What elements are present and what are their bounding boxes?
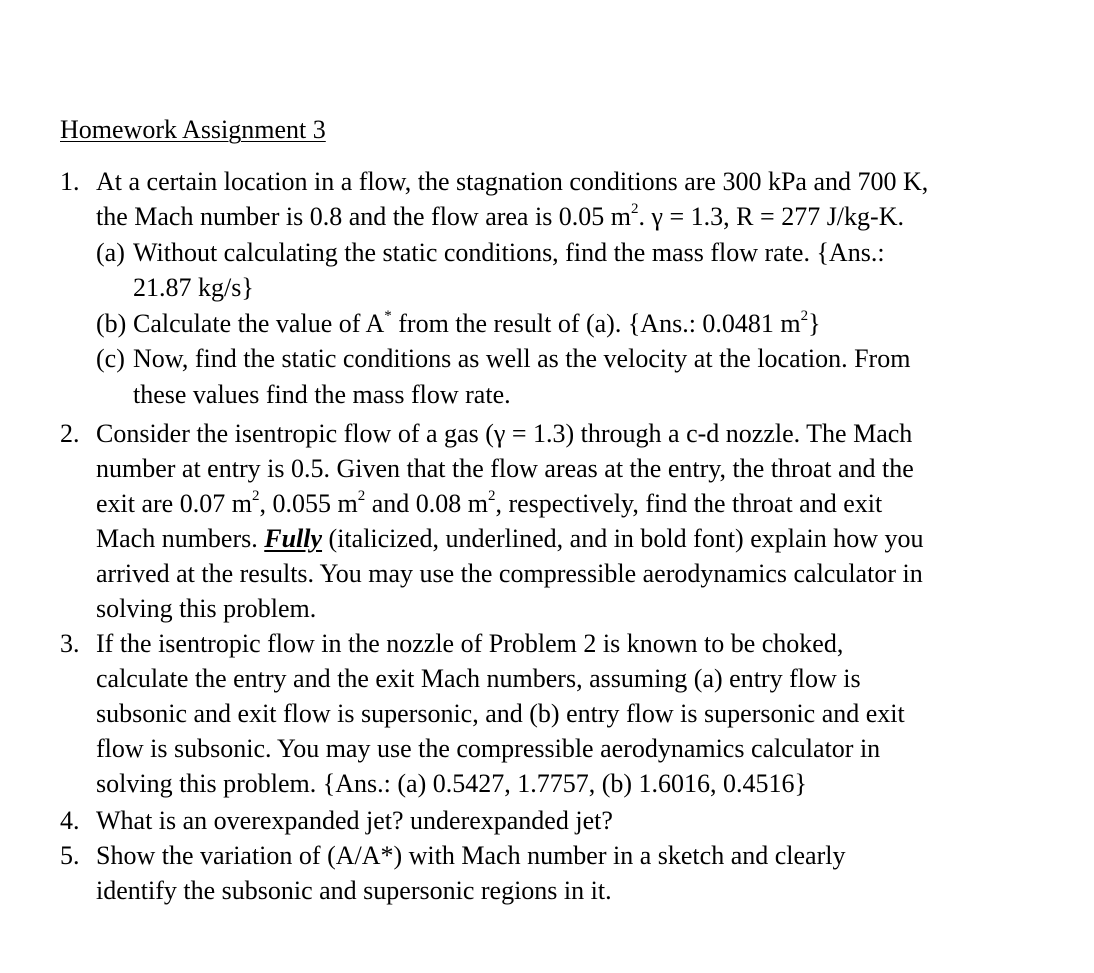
- part-text-line: Without calculating the static conditions, find the mass flow rate. {Ans.:: [133, 238, 885, 267]
- problem-text-line: What is an overexpanded jet? underexpanded jet?: [96, 806, 613, 835]
- problem-number: 5.: [60, 841, 80, 870]
- problem-number: 2.: [60, 419, 80, 448]
- problem-text-line: calculate the entry and the exit Mach numbers, assuming (a) entry flow is: [96, 664, 861, 693]
- part-label: (a): [96, 238, 125, 267]
- problem-text-line: the Mach number is 0.8 and the flow area is 0.05 $m^2$. γ = 1.3, R = 277 J/kg-K.: [96, 201, 904, 231]
- emphasis-fully: Fully: [264, 524, 323, 553]
- problem-text-line: If the isentropic flow in the nozzle of Problem 2 is known to be choked,: [96, 629, 844, 658]
- problem-number: 4.: [60, 806, 80, 835]
- problem-number: 1.: [60, 167, 80, 196]
- part-label: (b): [96, 309, 127, 338]
- part-text-line: Now, find the static conditions as well as the velocity at the location. From: [133, 344, 911, 373]
- problem-text-line: subsonic and exit flow is supersonic, and (b) entry flow is supersonic and exit: [96, 699, 905, 728]
- superscript: 2: [800, 308, 809, 325]
- problem-number: 3.: [60, 629, 80, 658]
- superscript: 2: [631, 201, 639, 218]
- superscript: 2: [251, 488, 260, 505]
- superscript: 2: [357, 488, 366, 505]
- problem-text-line: arrived at the results. You may use the compressible aerodynamics calculator in: [96, 559, 923, 588]
- part-label: (c): [96, 344, 125, 373]
- part-text-line: Calculate the value of A* from the result of (a). {Ans.: 0.0481 $m^2$}: [133, 308, 821, 338]
- page-title: Homework Assignment 3: [60, 115, 326, 144]
- problem-text-line: flow is subsonic. You may use the compressible aerodynamics calculator in: [96, 734, 881, 763]
- problem-text-line: number at entry is 0.5. Given that the flow areas at the entry, the throat and the: [96, 454, 914, 483]
- part-text-line: 21.87 kg/s}: [133, 273, 254, 302]
- problem-text-line: exit are 0.07 $m^2$, 0.055 $m^2$ and 0.08 $m^2$, respectively, find the throat and exit: [96, 488, 883, 518]
- problem-text-line: At a certain location in a flow, the stagnation conditions are 300 kPa and 700 K,: [96, 167, 929, 196]
- part-text-line: these values find the mass flow rate.: [133, 380, 511, 409]
- superscript: 2: [487, 488, 496, 505]
- problem-text-line: Mach numbers. Fully (italicized, underlined, and in bold font) explain how you: [96, 524, 924, 553]
- problem-text-line: Consider the isentropic flow of a gas (γ = 1.3) through a c-d nozzle. The Mach: [96, 419, 913, 448]
- problem-text-line: Show the variation of (A/A*) with Mach number in a sketch and clearly: [96, 841, 846, 870]
- problem-text-line: solving this problem.: [96, 594, 317, 623]
- problem-text-line: solving this problem. {Ans.: (a) 0.5427, 1.7757, (b) 1.6016, 0.4516}: [96, 769, 808, 798]
- superscript: *: [384, 308, 392, 325]
- problem-text-line: identify the subsonic and supersonic regions in it.: [96, 876, 612, 905]
